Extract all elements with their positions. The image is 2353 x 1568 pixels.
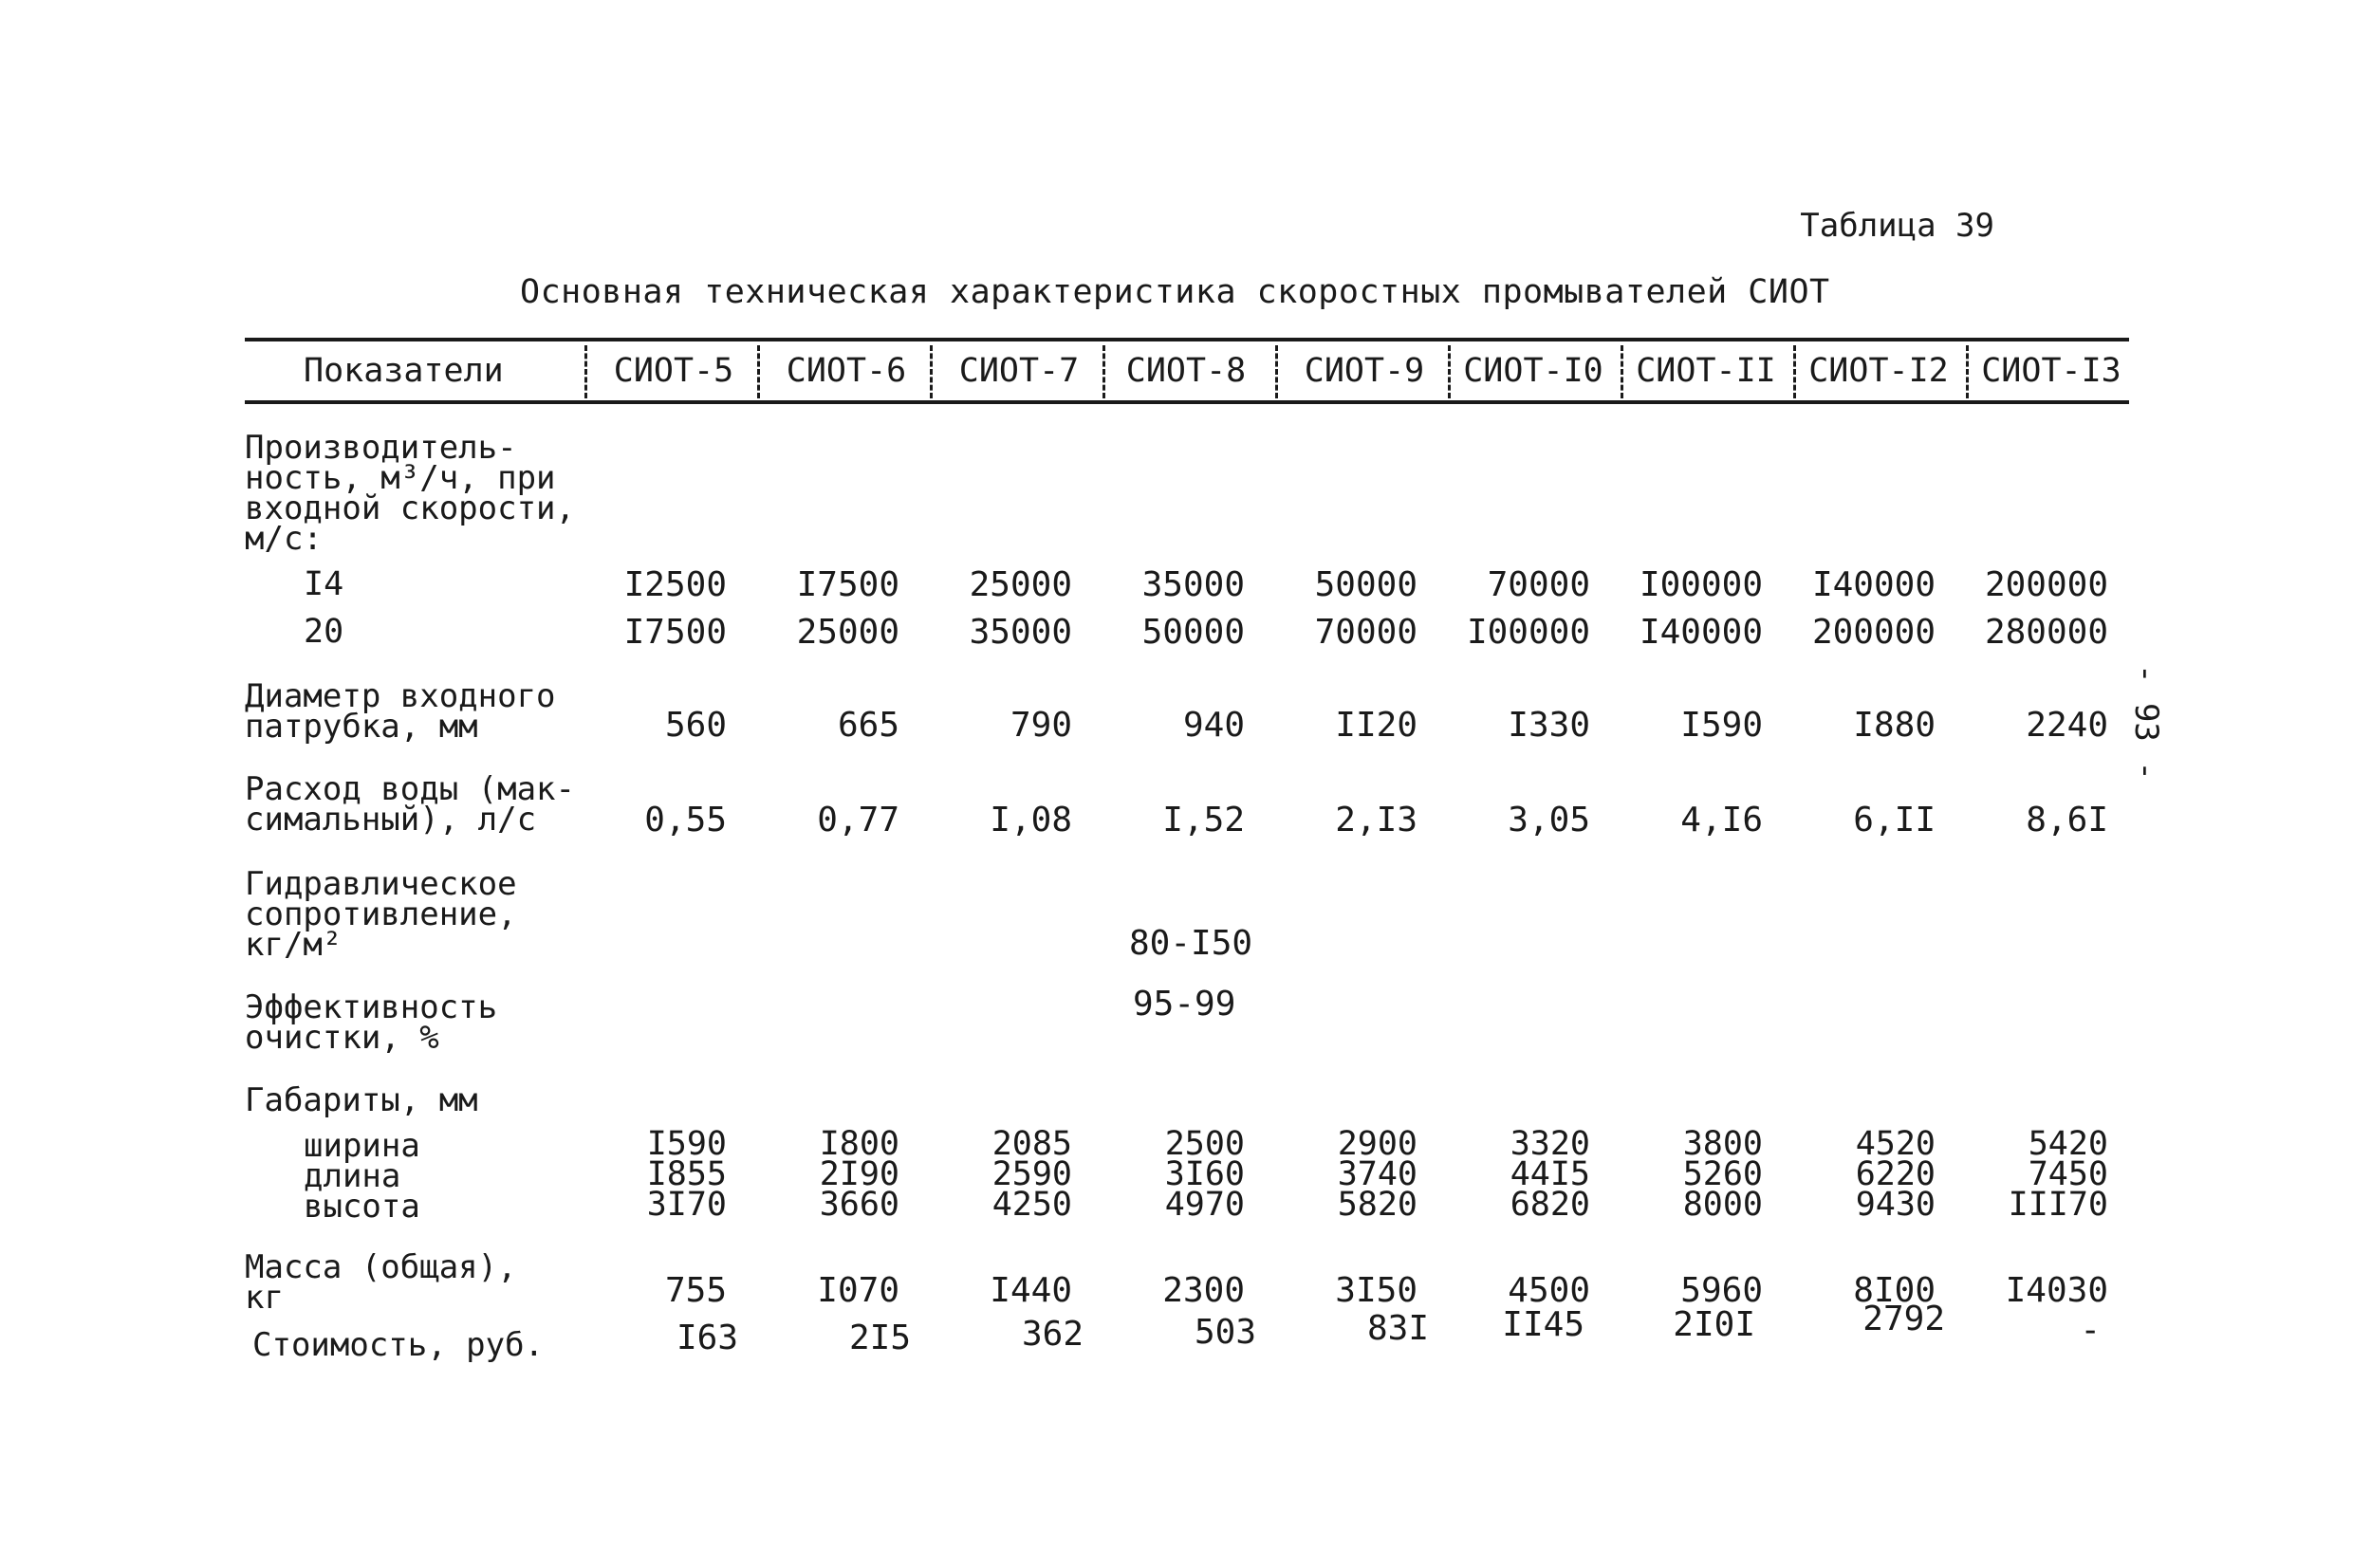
cell-water: 0,77 [817,801,899,839]
sub-label-velocity-14: I4 [304,565,344,603]
cell-dim-width: 2500 [1164,1125,1245,1163]
cell-water: 6,II [1853,801,1936,839]
header-top-rule [245,338,2129,341]
cell-capacity-20: 50000 [1141,613,1245,652]
cell-cost: II45 [1502,1305,1584,1344]
cell-capacity-20: I00000 [1466,613,1590,652]
cell-capacity-14: I2500 [623,565,727,604]
cell-dim-length: 2I90 [819,1155,899,1193]
cell-mass: I070 [817,1271,899,1310]
cell-capacity-20: 25000 [796,613,899,652]
cell-cost: 2I5 [848,1319,911,1357]
cell-capacity-14: I40000 [1811,565,1936,604]
header-col-siot-13: СИОТ-I3 [1981,352,2121,390]
cell-water: 3,05 [1508,801,1590,839]
cell-mass: 8I00 [1853,1271,1936,1310]
cell-dim-height: 6820 [1510,1186,1590,1224]
cell-dim-length: 7450 [2028,1155,2108,1193]
cell-dim-width: 3320 [1510,1125,1590,1163]
header-separator [757,345,760,398]
row-label-diameter: Диаметр входного патрубка, мм [245,677,556,746]
cell-diameter: 2240 [2026,706,2108,745]
cell-dim-length: 44I5 [1510,1155,1590,1193]
cell-mass: I440 [990,1271,1072,1310]
cell-mass: 4500 [1508,1271,1590,1310]
row-label-dimensions: Габариты, мм [245,1081,478,1119]
sub-label-length: длина [304,1157,401,1195]
cell-efficiency-merged: 95-99 [1133,985,1236,1024]
sub-label-width: ширина [304,1127,420,1165]
cell-mass: I4030 [2005,1271,2108,1310]
cell-dim-width: 2085 [991,1125,1072,1163]
cell-mass: 3I50 [1335,1271,1417,1310]
cell-cost: 362 [1021,1315,1084,1354]
header-col-siot-8: СИОТ-8 [1125,352,1247,390]
cell-cost: 83I [1366,1309,1429,1348]
cell-dim-height: III70 [2008,1186,2108,1224]
header-col-siot-5: СИОТ-5 [613,352,734,390]
cell-dim-height: 5820 [1337,1186,1417,1224]
cell-dim-height: 3660 [819,1186,899,1224]
cell-water: I,52 [1162,801,1245,839]
cell-cost: - [2080,1311,2101,1350]
cell-capacity-20: 35000 [969,613,1072,652]
cell-diameter: I880 [1853,706,1936,745]
cell-dim-width: I590 [646,1125,727,1163]
cell-diameter: I330 [1508,706,1590,745]
cell-capacity-14: I7500 [796,565,899,604]
header-separator [584,345,587,398]
header-col-siot-6: СИОТ-6 [786,352,907,390]
table-number: Таблица 39 [1800,207,1994,245]
row-label-water: Расход воды (мак- симальный), л/с [245,770,575,839]
header-indicators: Показатели [304,352,504,390]
cell-mass: 5960 [1680,1271,1763,1310]
header-separator [1275,345,1278,398]
cell-cost: I63 [676,1319,738,1357]
cell-dim-height: 3I70 [646,1186,727,1224]
cell-water: 0,55 [644,801,727,839]
cell-capacity-20: 70000 [1314,613,1417,652]
cell-capacity-14: 25000 [969,565,1072,604]
cell-capacity-14: 50000 [1314,565,1417,604]
cell-dim-length: 2590 [991,1155,1072,1193]
cell-cost: 2I0I [1673,1305,1755,1344]
cell-dim-width: I800 [819,1125,899,1163]
cell-capacity-20: 280000 [1984,613,2108,652]
cell-dim-length: 3I60 [1164,1155,1245,1193]
row-label-resistance: Гидравлическое сопротивление, кг/м² [245,865,517,964]
header-col-siot-11: СИОТ-II [1636,352,1776,390]
cell-diameter: I590 [1680,706,1763,745]
cell-dim-height: 8000 [1682,1186,1763,1224]
header-col-siot-9: СИОТ-9 [1304,352,1425,390]
page-number: - 93 - [2127,664,2165,781]
cell-dim-length: 6220 [1855,1155,1936,1193]
cell-capacity-14: I00000 [1639,565,1763,604]
cell-mass: 755 [664,1271,727,1310]
cell-water: 2,I3 [1335,801,1417,839]
header-col-siot-7: СИОТ-7 [958,352,1080,390]
table-title: Основная техническая характеристика скоростных промывателей СИОТ [520,273,1830,311]
cell-dim-height: 4970 [1164,1186,1245,1224]
cell-diameter: 560 [664,706,727,745]
cell-capacity-20: I7500 [623,613,727,652]
sub-label-velocity-20: 20 [304,613,344,651]
cell-capacity-14: 35000 [1141,565,1245,604]
cell-dim-width: 3800 [1682,1125,1763,1163]
cell-diameter: 665 [837,706,899,745]
cell-capacity-14: 70000 [1487,565,1590,604]
cell-dim-length: 3740 [1337,1155,1417,1193]
cell-cost: 503 [1194,1313,1256,1352]
header-bottom-rule [245,400,2129,404]
cell-capacity-14: 200000 [1984,565,2108,604]
cell-water: I,08 [990,801,1072,839]
header-col-siot-12: СИОТ-I2 [1808,352,1949,390]
cell-dim-length: 5260 [1682,1155,1763,1193]
header-col-siot-10: СИОТ-I0 [1463,352,1603,390]
cell-cost: 2792 [1862,1300,1945,1338]
row-label-efficiency: Эффективность очистки, % [245,988,498,1057]
row-label-capacity: Производитель- ность, м³/ч, при входной скорости, м/с: [245,429,575,558]
row-label-mass: Масса (общая), кг [245,1248,517,1317]
cell-dim-height: 4250 [991,1186,1072,1224]
cell-diameter: 790 [1010,706,1072,745]
cell-capacity-20: 200000 [1811,613,1936,652]
cell-water: 8,6I [2026,801,2108,839]
cell-diameter: 940 [1182,706,1245,745]
cell-water: 4,I6 [1680,801,1763,839]
cell-dim-length: I855 [646,1155,727,1193]
header-separator [930,345,933,398]
row-label-cost: Стоимость, руб. [252,1326,545,1364]
sub-label-height: высота [304,1188,420,1226]
cell-dim-width: 4520 [1855,1125,1936,1163]
cell-dim-width: 2900 [1337,1125,1417,1163]
cell-diameter: II20 [1335,706,1417,745]
cell-dim-width: 5420 [2028,1125,2108,1163]
cell-resistance-merged: 80-I50 [1129,924,1253,963]
cell-capacity-20: I40000 [1639,613,1763,652]
cell-mass: 2300 [1162,1271,1245,1310]
cell-dim-height: 9430 [1855,1186,1936,1224]
